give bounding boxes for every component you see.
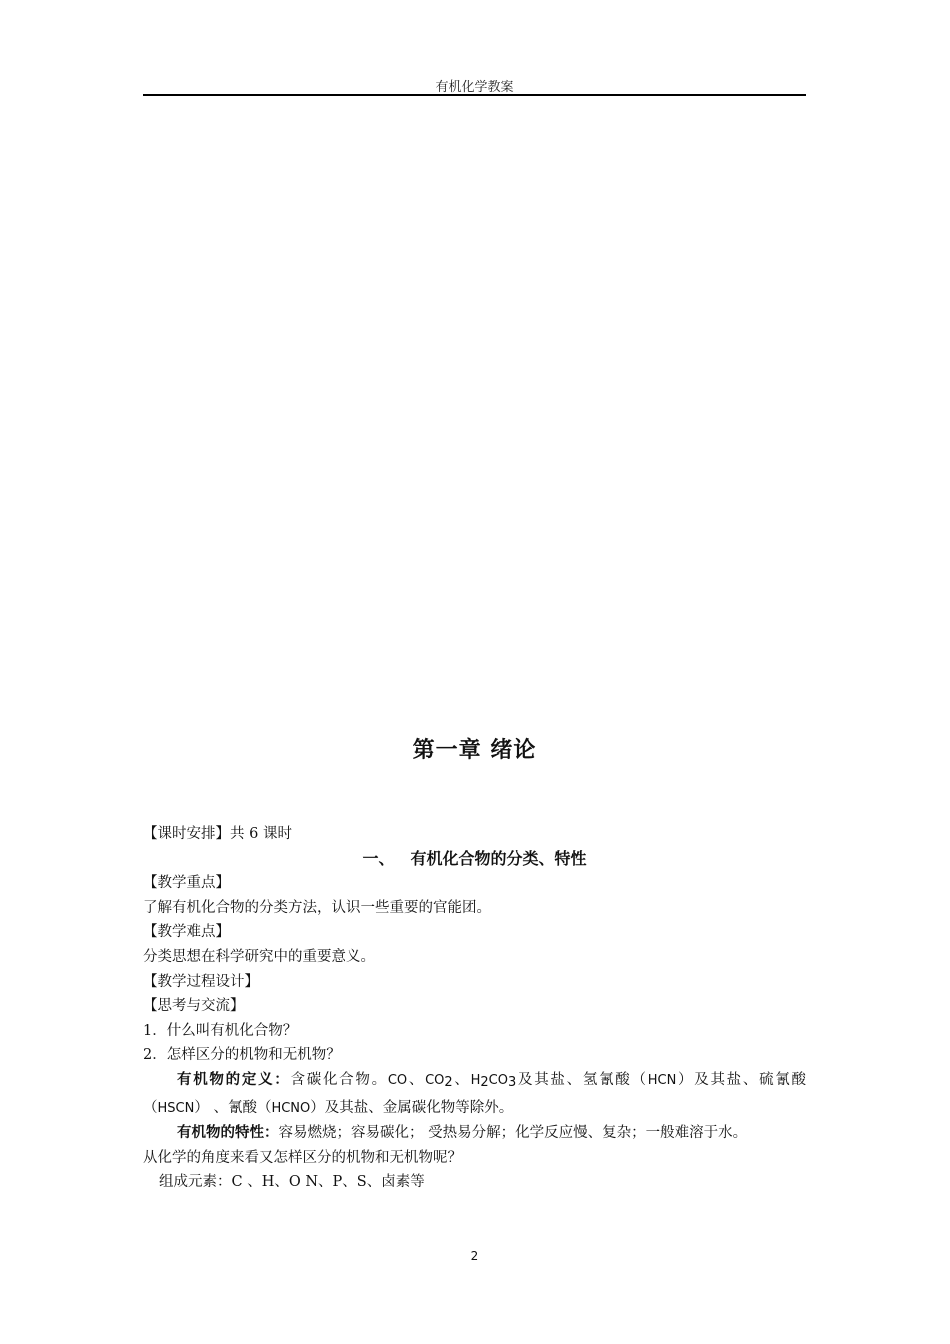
property-paragraph: 有机物的特性：容易燃烧；容易碳化； 受热易分解；化学反应慢、复杂；一般难溶于水。 [177, 1125, 748, 1142]
section-title-text: 有机化合物的分类、特性 [410, 848, 587, 868]
page-header: 有机化学教案 [435, 80, 514, 95]
property-label: 有机物的特性： [177, 1125, 279, 1142]
difficulty-label: 【教学难点】 [143, 924, 230, 941]
section-number: 一、 [362, 848, 395, 868]
document-body [143, 822, 806, 1195]
question-item: 2．怎样区分的机物和无机物？ [143, 1047, 341, 1064]
definition-paragraph: 有机物的定义：含碳化合物。CO、$CO_2$、$H_2CO_3$及其盐、氢氰酸（HCN）及其盐、硫氰酸（HSCN） 、氰酸（HCNO）及其盐、金属碳化物等除外。 [143, 1071, 807, 1116]
header-rule [143, 94, 806, 96]
think-label: 【思考与交流】 [143, 998, 245, 1015]
focus-label: 【教学重点】 [143, 875, 230, 892]
section-title [143, 847, 806, 872]
page-number: 2 [470, 1249, 479, 1263]
focus-text: 了解有机化合物的分类方法，认识一些重要的官能团。 [143, 899, 491, 916]
schedule-line: 【课时安排】共 6 课时 [143, 826, 292, 842]
definition-label: 有机物的定义： [177, 1071, 291, 1088]
process-label: 【教学过程设计】 [143, 973, 259, 990]
difficulty-text: 分类思想在科学研究中的重要意义。 [143, 948, 375, 965]
question-item: 1．什么叫有机化合物？ [143, 1022, 298, 1039]
elements-line: 组成元素：C 、H、O N、P、S、卤素等 [159, 1174, 425, 1191]
question-three: 从化学的角度来看又怎样区分的机物和无机物呢？ [143, 1149, 462, 1166]
chapter-title: 第一章 绪论 [412, 738, 537, 763]
